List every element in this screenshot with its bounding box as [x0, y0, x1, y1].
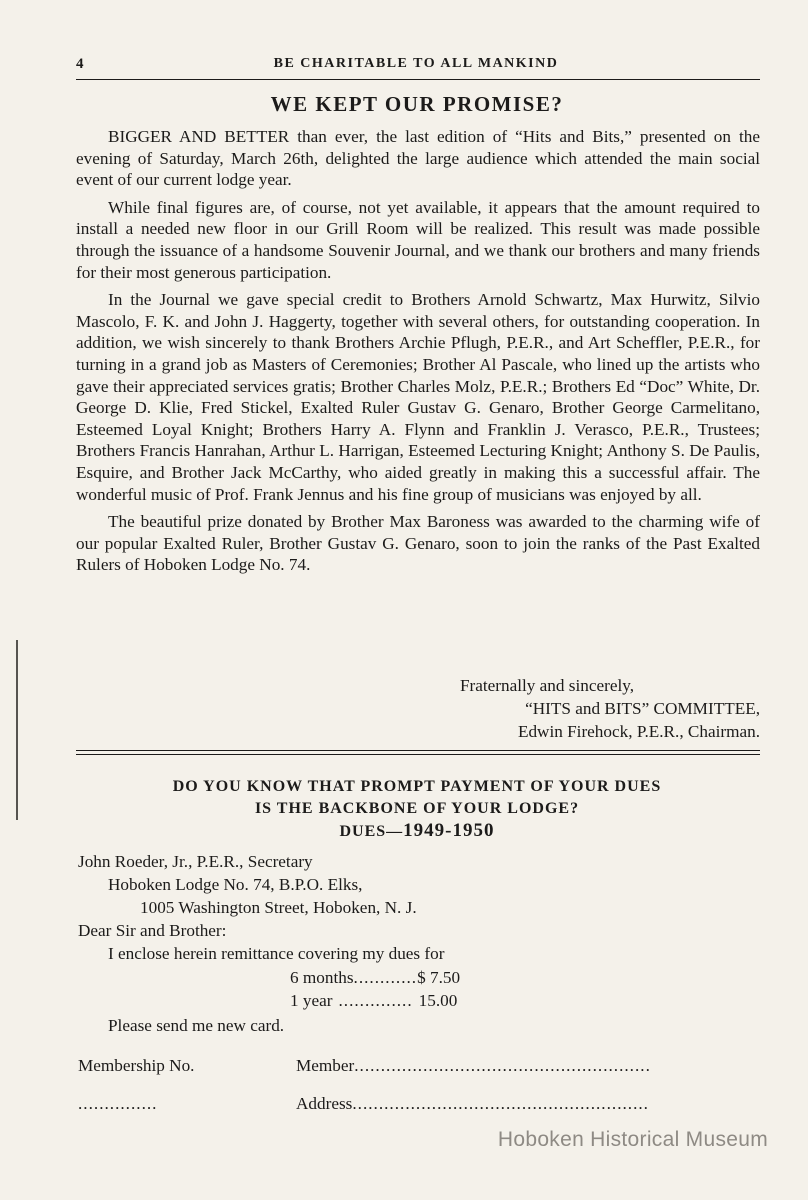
section-rule-thin — [76, 754, 760, 755]
signoff-closing: Fraternally and sincerely, — [459, 676, 634, 695]
member-dots: ........................................................ — [354, 1056, 651, 1075]
signoff — [460, 674, 760, 743]
option2-dots: .............. — [338, 991, 413, 1010]
dues-heading-line2: IS THE BACKBONE OF YOUR LODGE? — [254, 800, 580, 817]
header-rule — [76, 79, 760, 80]
paragraph-1: BIGGER AND BETTER than ever, the last edition of “Hits and Bits,” presented on the evening of Saturday, March 26th, delighted the large audience which attended the main social event of our current lodge year. — [76, 127, 760, 190]
dues-heading-line1: DO YOU KNOW THAT PROMPT PAYMENT OF YOUR DUES — [172, 778, 662, 795]
member-field[interactable] — [296, 1056, 651, 1076]
paragraph-3: In the Journal we gave special credit to Brothers Arnold Schwartz, Max Hurwitz, Silvio Mascolo, F. K. and John J. Haggerty, together with several others, for outstanding cooperation. In addition, we wish sincerely to thank Brothers Archie Pflugh, P.E.R., and Art Scheffler, P.E.R., for turning in a grand job as Masters of Ceremonies; Brother Al Pascale, who lined up the artists who gave their appreciated services gratis; Brother Charles Molz, P.E.R.; Brothers Ed “Doc” White, Dr. George D. Klie, Fred Stickel, Exalted Ruler Gustav G. Genaro, Brother George Carmelitano, Esteemed Loyal Knight; Brothers Harry A. Flynn and Franklin J. Verasco, P.E.R., Trustees; Brothers Francis Hanrahan, Arthur L. Harrigan, Esteemed Lecturing Knight; Anthony S. De Paulis, Esquire, and Brother Jack McCarthy, who aided greatly in making this a successful affair. The wonderful music of Prof. Frank Jennus and his fine group of musicians was enjoyed by all. — [76, 290, 760, 504]
membership-number-field[interactable]: ............... — [78, 1094, 158, 1113]
dues-form — [78, 850, 444, 965]
section-rule — [76, 750, 760, 751]
paragraph-2: While final figures are, of course, not yet available, it appears that the amount required to install a needed new floor in our Grill Room will be realized. This result was made possible through the issuance of a handsome Souvenir Journal, and we thank our brothers and many friends for their most generous participation. — [76, 197, 760, 282]
address-line-2: 1005 Washington Street, Hoboken, N. J. — [140, 898, 417, 917]
option1-dots: ............ — [353, 968, 418, 987]
dues-heading — [0, 776, 808, 843]
enclose-text: I enclose herein remittance covering my dues for — [108, 944, 445, 963]
new-card-request: Please send me new card. — [108, 1016, 285, 1035]
membership-label: Membership No. — [78, 1056, 195, 1075]
option1-amount: $ 7.50 — [417, 968, 461, 987]
page-number: 4 — [76, 56, 84, 72]
option1-label: 6 months — [290, 968, 354, 987]
paragraph-4: The beautiful prize donated by Brother Max Baroness was awarded to the charming wife of our popular Exalted Ruler, Brother Gustav G. Genaro, soon to join the ranks of the Past Exalted Rulers of Hoboken Lodge No. 74. — [76, 512, 760, 575]
salutation: Dear Sir and Brother: — [78, 921, 227, 940]
dues-prefix: DUES— — [339, 823, 404, 840]
signoff-chairman: Edwin Firehock, P.E.R., Chairman. — [517, 722, 760, 741]
running-title: BE CHARITABLE TO ALL MANKIND — [273, 56, 559, 71]
address-label: Address — [296, 1094, 353, 1113]
option2-label: 1 year — [290, 991, 333, 1010]
article-body — [76, 126, 760, 582]
option-one-year — [290, 991, 457, 1011]
dues-years: 1949-1950 — [403, 820, 495, 841]
dues-heading-line3 — [26, 820, 808, 843]
address-dots: ........................................................ — [352, 1094, 649, 1113]
option2-amount: 15.00 — [418, 991, 458, 1010]
article-title: WE KEPT OUR PROMISE? — [270, 92, 564, 116]
museum-watermark: Hoboken Historical Museum — [497, 1128, 768, 1151]
member-label: Member — [296, 1056, 355, 1075]
addressee: John Roeder, Jr., P.E.R., Secretary — [78, 852, 313, 871]
address-field[interactable] — [296, 1094, 649, 1114]
option-six-months — [290, 968, 460, 988]
signoff-committee: “HITS and BITS” COMMITTEE, — [525, 699, 760, 718]
address-line-1: Hoboken Lodge No. 74, B.P.O. Elks, — [108, 875, 363, 894]
